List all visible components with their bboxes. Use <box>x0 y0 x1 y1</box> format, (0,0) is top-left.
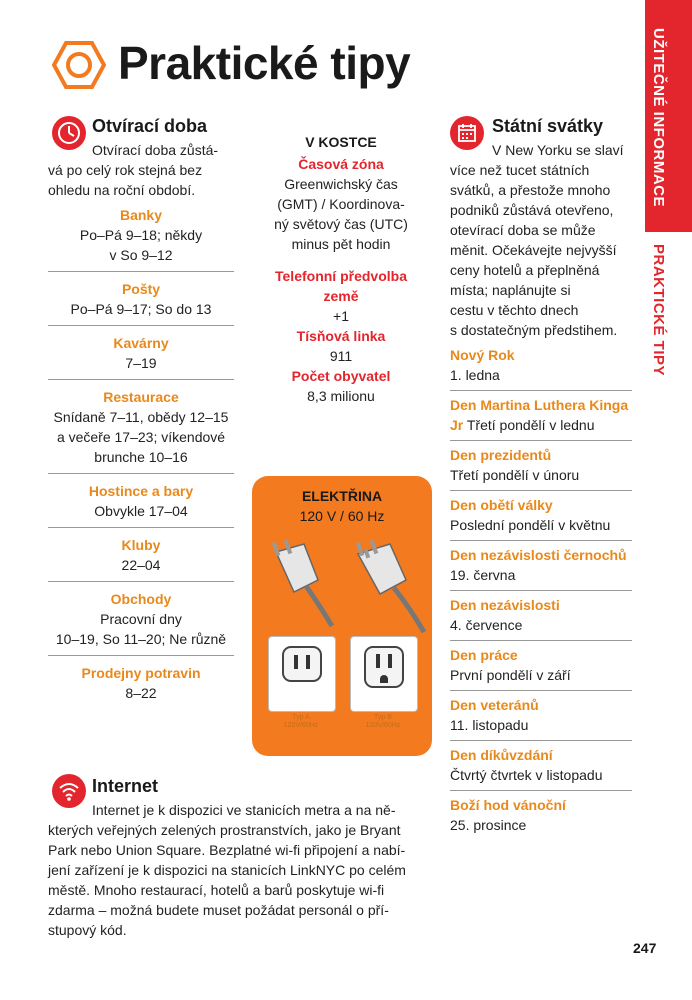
socket-a-spec: 120V/60Hz <box>283 722 319 729</box>
holiday-label: Den díkůvzdání <box>450 747 553 763</box>
holidays-intro-line: více než tucet státních <box>450 162 590 178</box>
item-label: Hostince a bary <box>88 483 194 499</box>
internet-line: kterých veřejných zelených prostranstvích, jako je Bryant <box>48 822 401 838</box>
opening-item-restaurants <box>48 380 234 474</box>
item-value: brunche 10–16 <box>94 449 188 465</box>
item-value: Snídaně 7–11, obědy 12–15 <box>53 409 229 425</box>
item-label: Obchody <box>110 591 172 607</box>
holidays-intro-line: cestu v těchto dnech <box>450 302 579 318</box>
outlet-a-icon <box>269 637 335 687</box>
item-value: 7–19 <box>125 355 157 371</box>
holiday-item <box>450 791 632 840</box>
holiday-value: Třetí pondělí v únoru <box>450 467 580 483</box>
holiday-value: Čtvrtý čtvrtek v listopadu <box>450 767 603 783</box>
holiday-value: První pondělí v září <box>450 667 571 683</box>
holiday-item <box>450 691 632 741</box>
population-label: Počet obyvatel <box>291 368 391 384</box>
holiday-label: Den obětí války <box>450 497 553 513</box>
item-label: Pošty <box>121 281 161 297</box>
opening-intro-line: Otvírací doba zůstá- <box>92 142 219 158</box>
holiday-label: Den práce <box>450 647 518 663</box>
holidays-intro-line: svátků, a přestože mnoho <box>450 182 611 198</box>
item-value: 22–04 <box>121 557 161 573</box>
holiday-label: Den prezidentů <box>450 447 552 463</box>
item-value: Po–Pá 9–18; někdy <box>79 227 203 243</box>
internet-heading: Internet <box>92 776 159 796</box>
holiday-item <box>450 641 632 691</box>
phone-code-label: Telefonní předvolba <box>275 268 407 284</box>
holiday-value: Třetí pondělí v lednu <box>466 417 595 433</box>
holidays-intro-line: ceny hotelů a přeplněná <box>450 262 600 278</box>
phone-code-value: +1 <box>333 308 349 324</box>
socket-b-spec: 120V/60Hz <box>365 722 401 729</box>
holiday-value: 25. prosince <box>450 817 527 833</box>
socket-b-type: Typ B <box>374 714 392 721</box>
item-value: a večeře 17–23; víkendové <box>56 429 226 445</box>
socket-type-b <box>350 636 418 712</box>
timezone-label: Časová zóna <box>298 156 384 172</box>
item-label: Kluby <box>121 537 161 553</box>
item-label: Kavárny <box>113 335 169 351</box>
timezone-value: minus pět hodin <box>291 236 391 252</box>
holiday-value: 4. července <box>450 617 523 633</box>
item-value: v So 9–12 <box>109 247 173 263</box>
holidays-intro-line: podniků zůstává otevřeno, <box>450 202 614 218</box>
holiday-value: 19. června <box>450 567 516 583</box>
internet-section <box>92 776 432 797</box>
holidays-intro-line: otevírací doba se může <box>450 222 596 238</box>
holiday-item <box>450 491 632 541</box>
opening-hours-section <box>48 112 234 709</box>
emergency-value: 911 <box>329 348 353 364</box>
holidays-intro-line: měnit. Očekávejte nejvyšší <box>450 242 617 258</box>
side-label-practical-tips: PRAKTICKÉ TIPY <box>650 244 667 377</box>
electricity-box <box>252 476 432 756</box>
internet-line: jení zařízení je k dispozici na stanicích LinkNYC po celém <box>48 862 406 878</box>
holiday-label: Den nezávislosti <box>450 597 560 613</box>
holidays-intro-line: místa; naplánujte si <box>450 282 571 298</box>
page-number: 247 <box>633 940 657 956</box>
holiday-value: 1. ledna <box>450 367 500 383</box>
internet-line: Internet je k dispozici ve stanicích metra a na ně- <box>92 802 396 818</box>
internet-text <box>48 800 438 940</box>
opening-item-cafes <box>48 326 234 380</box>
holiday-label: Den veteránů <box>450 697 539 713</box>
holidays-intro-line: V New Yorku se slaví <box>492 142 624 158</box>
timezone-value: Greenwichský čas <box>284 176 398 192</box>
timezone-value: ný světový čas (UTC) <box>274 216 408 232</box>
internet-line: Park nebo Union Square. Bezplatné wi-fi připojení a nabí- <box>48 842 406 858</box>
at-a-glance-box <box>252 120 430 457</box>
internet-line: městě. Mnoho restaurací, hotelů a barů poskytuje wi-fi <box>48 882 385 898</box>
outlet-b-icon <box>351 637 417 697</box>
item-value: Po–Pá 9–17; So do 13 <box>70 301 212 317</box>
side-label-useful-info: UŽITEČNÉ INFORMACE <box>650 28 667 207</box>
opening-intro-line: vá po celý rok stejná bez <box>48 162 203 178</box>
item-label: Banky <box>119 207 163 223</box>
opening-item-grocery <box>48 656 234 709</box>
socket-b-caption <box>352 714 414 730</box>
plug-type-b-icon <box>350 540 430 636</box>
holiday-item <box>450 741 632 791</box>
holiday-value: 11. listopadu <box>450 717 529 733</box>
opening-hours-heading: Otvírací doba <box>92 116 208 136</box>
internet-line: zdarma – možná budete muset požádat personál o pří- <box>48 902 389 918</box>
holiday-item <box>450 340 632 391</box>
holiday-label-cont: Jr <box>450 417 464 433</box>
phone-code-label: země <box>323 288 359 304</box>
item-label: Prodejny potravin <box>81 665 201 681</box>
opening-item-banks <box>48 200 234 272</box>
holiday-label: Den Martina Luthera Kinga <box>450 397 629 413</box>
electricity-value: 120 V / 60 Hz <box>299 508 385 524</box>
hexagon-nut-icon <box>52 40 106 90</box>
holiday-item <box>450 541 632 591</box>
emergency-label: Tísňová linka <box>296 328 386 344</box>
electricity-heading: ELEKTŘINA <box>301 488 383 504</box>
holiday-item <box>450 591 632 641</box>
holiday-value: Poslední pondělí v květnu <box>450 517 611 533</box>
opening-item-clubs <box>48 528 234 582</box>
plug-type-a-icon <box>266 540 336 630</box>
holiday-label: Den nezávislosti černochů <box>450 547 627 563</box>
population-value: 8,3 milionu <box>307 388 375 404</box>
holidays-intro-line: s dostatečným předstihem. <box>450 322 618 338</box>
holiday-item <box>450 441 632 491</box>
holiday-label: Nový Rok <box>450 347 515 363</box>
item-value: 8–22 <box>125 685 157 701</box>
opening-intro-line: ohledu na roční období. <box>48 182 196 198</box>
holiday-label: Boží hod vánoční <box>450 797 566 813</box>
item-value: Pracovní dny <box>100 611 182 627</box>
page-title: Praktické tipy <box>118 37 411 89</box>
opening-item-shops <box>48 582 234 656</box>
holidays-heading: Státní svátky <box>492 116 604 136</box>
holidays-section <box>450 112 632 840</box>
internet-line: stupový kód. <box>48 922 127 938</box>
socket-a-caption <box>270 714 332 730</box>
opening-item-bars <box>48 474 234 528</box>
holiday-item <box>450 391 632 441</box>
timezone-value: (GMT) / Koordinova- <box>277 196 405 212</box>
item-value: 10–19, So 11–20; Ne různě <box>55 631 227 647</box>
opening-item-post <box>48 272 234 326</box>
item-value: Obvykle 17–04 <box>94 503 188 519</box>
socket-type-a <box>268 636 336 712</box>
item-label: Restaurace <box>103 389 179 405</box>
at-a-glance-heading: V KOSTCE <box>305 134 377 150</box>
socket-a-type: Typ A <box>292 714 310 721</box>
